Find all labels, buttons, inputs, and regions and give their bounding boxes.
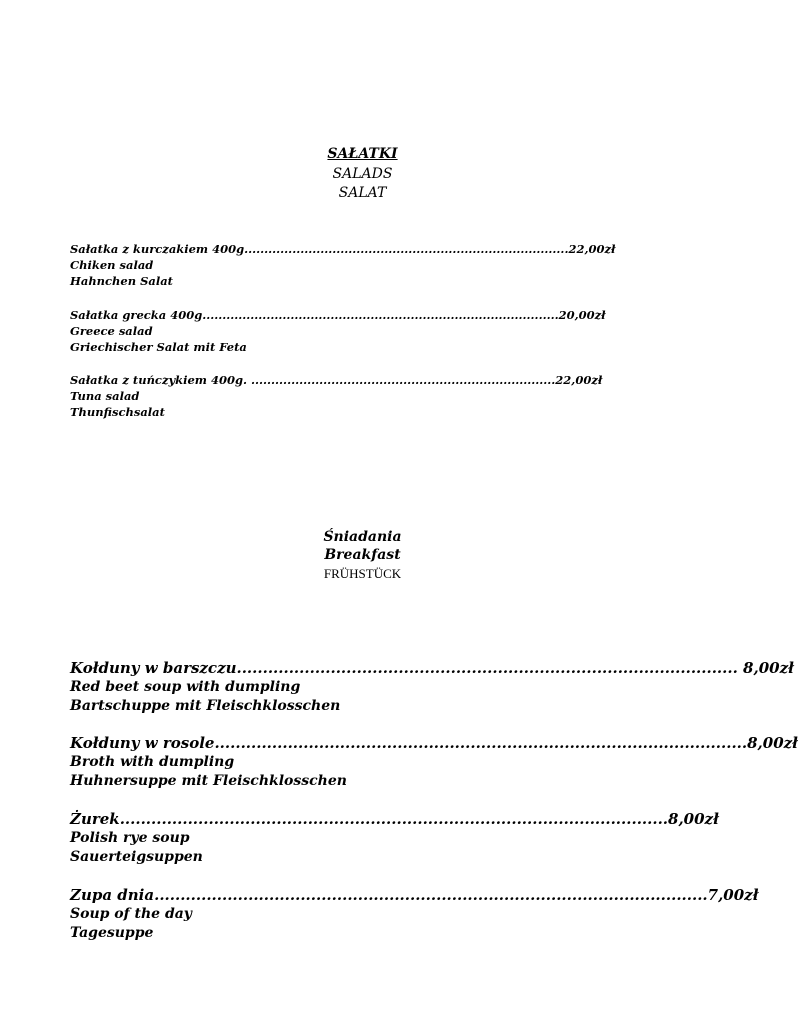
breakfast-title-pl: Śniadania (323, 529, 402, 545)
salads-title-en: SALADS (332, 166, 393, 182)
menu-item (70, 885, 758, 943)
salads-title-de: SALAT (338, 185, 387, 201)
salads-title-pl: SAŁATKI (327, 146, 398, 162)
item-name-en: Polish rye soup (70, 830, 190, 846)
item-name-en: Red beet soup with dumpling (70, 679, 301, 695)
item-name-price: Kołduny w rosole......................................................................................................8,00zł (70, 734, 798, 752)
item-name-en: Tuna salad (70, 389, 140, 403)
breakfast-title-en: Breakfast (324, 547, 401, 563)
menu-item (70, 809, 719, 867)
menu-item (70, 733, 798, 791)
menu-item (70, 307, 606, 355)
item-name-price: Sałatka z tuńczykiem 400g. ............................................................................22,00zł (70, 373, 603, 387)
item-name-price: Sałatka grecka 400g.........................................................................................20,00zł (70, 308, 606, 322)
item-name-de: Sauerteigsuppen (70, 849, 203, 865)
item-name-price: Sałatka z kurczakiem 400g.................................................................................22,00zł (70, 242, 616, 256)
item-name-en: Chiken salad (70, 258, 154, 272)
item-name-en: Broth with dumpling (70, 754, 235, 770)
item-name-en: Soup of the day (70, 906, 192, 922)
menu-item (70, 372, 602, 420)
item-name-de: Bartschuppe mit Fleischklosschen (70, 698, 341, 714)
item-name-de: Hahnchen Salat (70, 274, 173, 288)
item-name-en: Greece salad (70, 324, 153, 338)
item-name-price: Żurek.........................................................................................................8,00zł (70, 810, 719, 828)
menu-item (70, 658, 794, 716)
item-name-de: Tagesuppe (70, 925, 154, 941)
item-name-de: Thunfischsalat (70, 405, 165, 419)
item-name-de: Huhnersuppe mit Fleischklosschen (70, 773, 347, 789)
item-name-de: Griechischer Salat mit Feta (70, 340, 247, 354)
item-name-price: Kołduny w barszczu................................................................................................ 8,00zł (70, 659, 794, 677)
menu-item (70, 241, 615, 289)
item-name-price: Zupa dnia..........................................................................................................7,00zł (70, 886, 759, 904)
breakfast-title-de: FRÜHSTÜCK (323, 566, 402, 581)
